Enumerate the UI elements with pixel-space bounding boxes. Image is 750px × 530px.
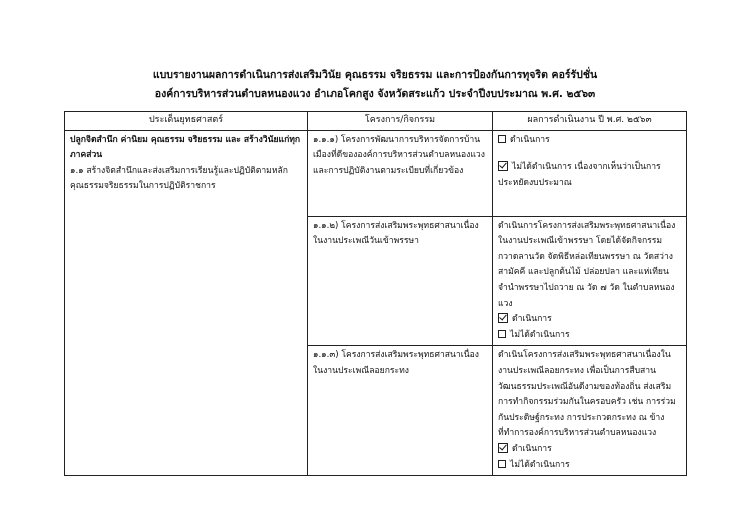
option-label: ดำเนินการ [512,314,552,325]
result-description: ดำเนินโครงการส่งเสริมพระพุทธศาสนาเนื่องในงานประเพณีลอยกระทง เพื่อเป็นการสืบสานวัฒนธรรมประเพณีอันดีงามของท้องถิ่น ส่งเสริมการทำกิจกรรมร่วมกันในครอบครัว เช่น การร่วมกันประดิษฐ์กระทง การประกวดกระทง ณ ข้างที่ทำการองค์การบริหารส่วนตำบลหนองแวง [498,350,676,439]
option-done[interactable] [498,133,681,149]
table-header-row [65,112,687,131]
checkbox-icon[interactable] [498,460,506,468]
option-label: ดำเนินการ [512,443,552,454]
project-cell: ๑.๑.๒) โครงการส่งเสริมพระพุทธศาสนาเนื่องในงานประเพณีวันเข้าพรรษา [308,216,493,346]
result-cell [493,130,687,216]
table-row [65,130,687,216]
option-label: ไม่ได้ดำเนินการ [510,459,570,470]
header-project: โครงการ/กิจกรรม [308,112,493,131]
header-strategy: ประเด็นยุทธศาสตร์ [65,112,308,131]
project-cell: ๑.๑.๓) โครงการส่งเสริมพระพุทธศาสนาเนื่องในงานประเพณีลอยกระทง [308,346,493,476]
report-title: แบบรายงานผลการดำเนินการส่งเสริมวินัย คุณธรรม จริยธรรม และการป้องกันการทุจริต คอร์รัปชั่น [152,69,598,81]
checkbox-icon[interactable] [498,135,506,143]
strategy-title: ปลูกจิตสำนึก ค่านิยม คุณธรรม จริยธรรม และ สร้างวินัยแก่ทุกภาคส่วน [70,134,301,161]
checked-checkbox-icon[interactable] [498,161,508,171]
option-done[interactable] [498,312,681,328]
result-description: ดำเนินการโครงการส่งเสริมพระพุทธศาสนาเนื่องในงานประเพณีเข้าพรรษา โดยได้จัดกิจกรรมกวาดลานวัด จัดพิธีหล่อเทียนพรรษา ณ วัดสว่างสามัคคี และปลูกต้นไม้ ปล่อยปลา และแห่เทียนจำนำพรรษาไปถวาย ณ วัด ๗ วัด ในตำบลหนองแวง [498,220,676,309]
report-subtitle: องค์การบริหารส่วนตำบลหนองแวง อำเภอโคกสูง จังหวัดสระแก้ว ประจำปีงบประมาณ พ.ศ. ๒๕๖๓ [154,88,596,100]
option-not-done[interactable] [498,160,681,191]
header-result: ผลการดำเนินงาน ปี พ.ศ. ๒๕๖๓ [493,112,687,131]
checkbox-icon[interactable] [498,330,506,338]
option-not-done[interactable] [498,458,681,474]
strategy-cell [65,130,308,476]
option-label: ไม่ได้ดำเนินการ เนื่องจากเห็นว่าเป็นการประหยัดงบประมาณ [498,162,661,188]
option-label: ไม่ได้ดำเนินการ [510,329,570,340]
option-done[interactable] [498,442,681,458]
result-cell [493,346,687,476]
option-label: ดำเนินการ [510,134,550,145]
option-not-done[interactable] [498,328,681,344]
result-cell [493,216,687,346]
checked-checkbox-icon[interactable] [498,443,508,453]
checked-checkbox-icon[interactable] [498,313,508,323]
strategy-sub: ๑.๑ สร้างจิตสำนึกและส่งเสริมการเรียนรู้และปฏิบัติตามหลักคุณธรรมจริยธรรมในการปฏิบัติราชการ [70,165,288,192]
report-table [64,111,687,476]
project-cell: ๑.๑.๑) โครงการพัฒนาการบริหารจัดการบ้านเมืองที่ดีขององค์การบริหารส่วนตำบลหนองแวงและการปฏิบัติงานตามระเบียบที่เกี่ยวข้อง [308,130,493,216]
